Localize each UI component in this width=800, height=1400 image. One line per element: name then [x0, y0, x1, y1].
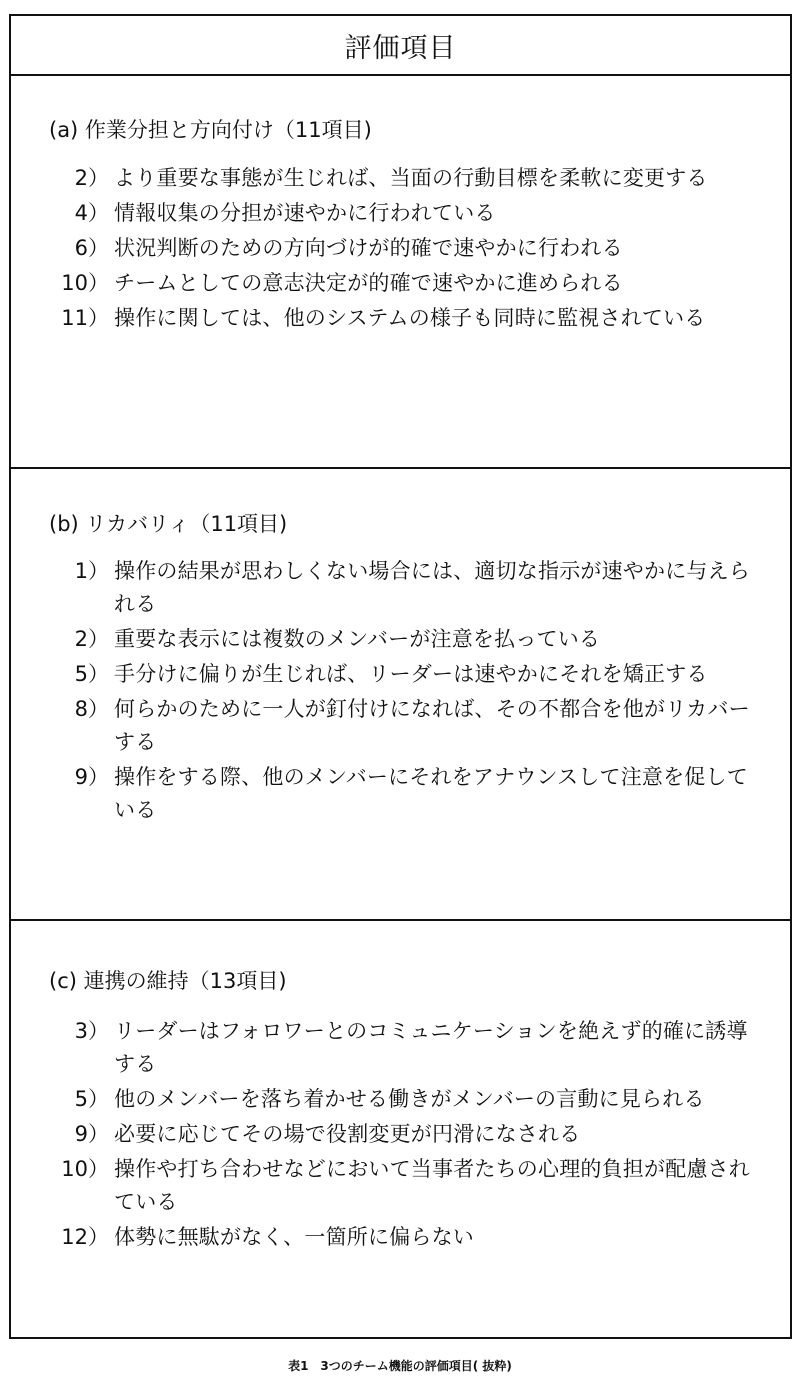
- item-number: 5）: [74, 1087, 109, 1111]
- item-number: 3）: [74, 1019, 109, 1043]
- section-heading: (b) リカバリィ（11項目): [49, 512, 288, 536]
- list-item: [11, 693, 790, 759]
- list-item: [11, 658, 790, 691]
- item-number: 2）: [74, 166, 109, 190]
- list-item: [11, 267, 790, 300]
- list-item: [11, 1118, 790, 1151]
- item-text: 手分けに偏りが生じれば、リーダーは速やかにそれを矯正する: [114, 662, 708, 686]
- item-text: 操作をする際、他のメンバーにそれをアナウンスして注意を促している: [114, 765, 748, 822]
- list-item: [11, 1083, 790, 1116]
- section-b: [11, 469, 790, 921]
- list-item: [11, 1153, 790, 1219]
- item-text: 重要な表示には複数のメンバーが注意を払っている: [114, 627, 601, 651]
- item-text: 操作や打ち合わせなどにおいて当事者たちの心理的負担が配慮されている: [114, 1157, 750, 1214]
- list-item: [11, 1221, 790, 1254]
- item-number: 9）: [74, 765, 109, 789]
- item-text: 情報収集の分担が速やかに行われている: [114, 201, 496, 225]
- item-list: [11, 1015, 790, 1256]
- item-text: 必要に応じてその場で役割変更が円滑になされる: [114, 1122, 581, 1146]
- list-item: [11, 555, 790, 621]
- item-number: 10）: [61, 1157, 109, 1181]
- item-number: 9）: [74, 1122, 109, 1146]
- table-header: [11, 16, 790, 76]
- item-text: 状況判断のための方向づけが的確で速やかに行われる: [114, 236, 623, 260]
- item-number: 11）: [61, 306, 109, 330]
- item-number: 8）: [74, 697, 109, 721]
- item-text: より重要な事態が生じれば、当面の行動目標を柔軟に変更する: [114, 166, 708, 190]
- item-text: 何らかのために一人が釘付けになれば、その不都合を他がリカバーする: [114, 697, 750, 754]
- list-item: [11, 232, 790, 265]
- table-caption: 表1 3つのチーム機能の評価項目( 抜粋): [288, 1359, 512, 1373]
- evaluation-table: [9, 14, 792, 1339]
- list-item: [11, 197, 790, 230]
- list-item: [11, 162, 790, 195]
- list-item: [11, 302, 790, 335]
- item-number: 2）: [74, 627, 109, 651]
- section-a: [11, 76, 790, 469]
- item-text: チームとしての意志決定が的確で速やかに進められる: [114, 271, 623, 295]
- list-item: [11, 761, 790, 827]
- item-number: 5）: [74, 662, 109, 686]
- list-item: [11, 623, 790, 656]
- section-heading: (a) 作業分担と方向付け（11項目): [49, 118, 372, 142]
- section-c: [11, 921, 790, 1339]
- table-header-title: 評価項目: [344, 32, 457, 64]
- section-heading: (c) 連携の維持（13項目): [49, 969, 287, 993]
- item-list: [11, 162, 790, 337]
- item-text: 体勢に無駄がなく、一箇所に偏らない: [114, 1225, 474, 1249]
- item-number: 12）: [61, 1225, 109, 1249]
- item-text: 操作の結果が思わしくない場合には、適切な指示が速やかに与えられる: [114, 559, 750, 616]
- item-number: 4）: [74, 201, 109, 225]
- item-number: 1）: [74, 559, 109, 583]
- item-text: 操作に関しては、他のシステムの様子も同時に監視されている: [114, 306, 706, 330]
- item-text: 他のメンバーを落ち着かせる働きがメンバーの言動に見られる: [114, 1087, 705, 1111]
- item-list: [11, 555, 790, 829]
- list-item: [11, 1015, 790, 1081]
- item-number: 6）: [74, 236, 109, 260]
- item-text: リーダーはフォロワーとのコミュニケーションを絶えず的確に誘導する: [114, 1019, 748, 1076]
- item-number: 10）: [61, 271, 109, 295]
